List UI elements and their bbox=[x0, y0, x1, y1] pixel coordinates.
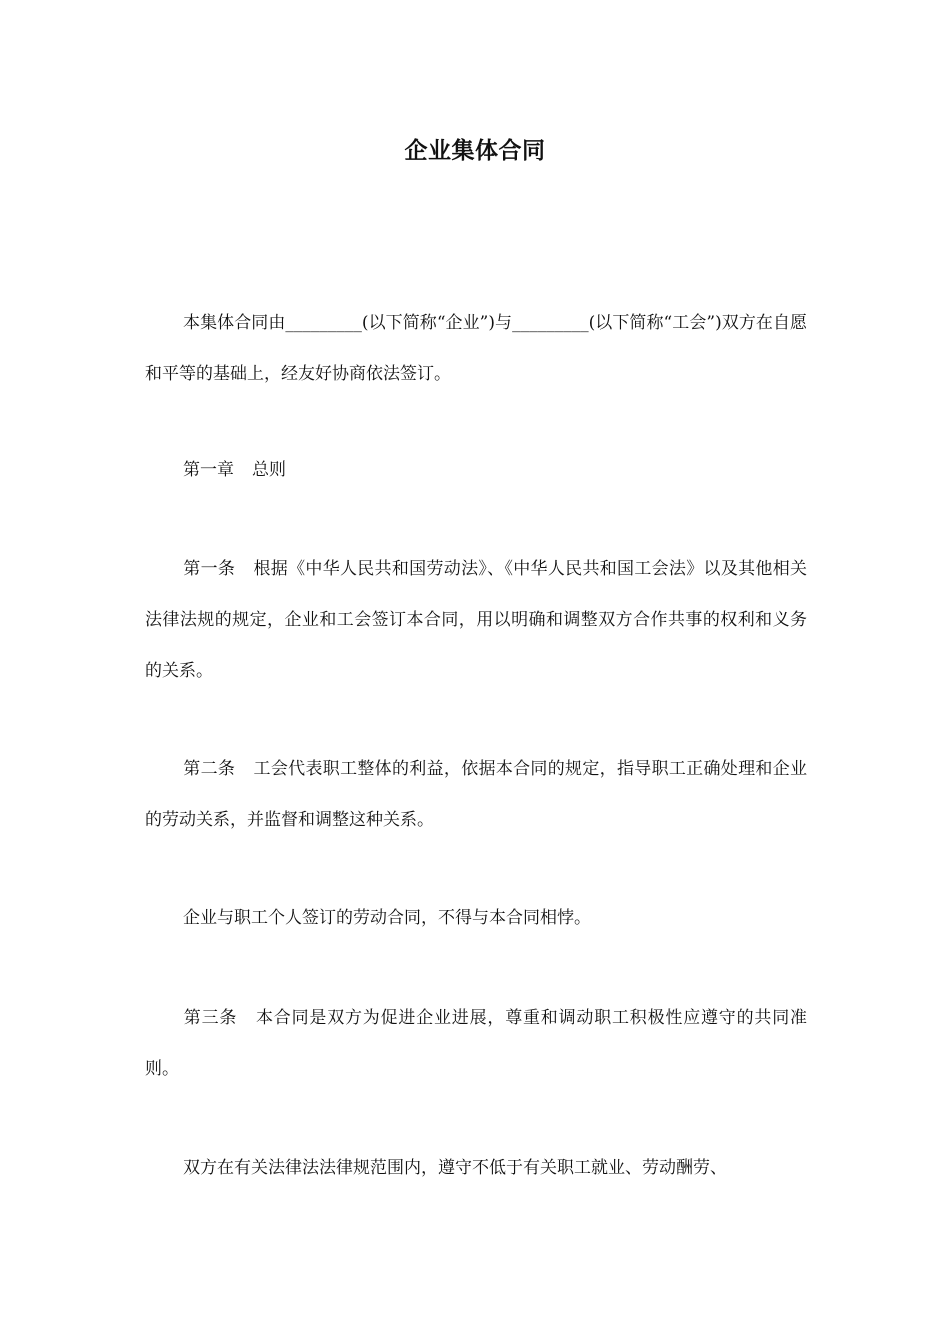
article-3-second-paragraph bbox=[145, 1143, 807, 1194]
chapter-heading bbox=[145, 445, 807, 496]
intro-paragraph bbox=[145, 298, 807, 400]
chapter-label: 第一章 bbox=[183, 460, 234, 480]
article-3-second-text: 双方在有关法律法法律规范围内，遵守不低于有关职工就业、劳动酬劳、 bbox=[183, 1158, 727, 1178]
article-3-paragraph bbox=[145, 993, 807, 1095]
article-2-label: 第二条 bbox=[183, 759, 236, 779]
article-1-text: 根据《中华人民共和国劳动法》、《中华人民共和国工会法》以及其他相关法律法规的规定，企业和工会签订本合同，用以明确和调整双方合作共事的权利和义务的关系。 bbox=[145, 559, 808, 681]
article-2-second-paragraph bbox=[145, 893, 807, 944]
article-1-paragraph bbox=[145, 544, 807, 697]
article-3-text: 本合同是双方为促进企业进展，尊重和调动职工积极性应遵守的共同准则。 bbox=[145, 1008, 808, 1079]
article-2-text: 工会代表职工整体的利益，依据本合同的规定，指导职工正确处理和企业的劳动关系，并监督和调整这种关系。 bbox=[145, 759, 808, 830]
chapter-title: 总则 bbox=[252, 460, 286, 480]
intro-text: 本集体合同由_________(以下简称“企业”)与_________(以下简称“工会”)双方在自愿和平等的基础上，经友好协商依法签订。 bbox=[145, 313, 807, 384]
article-1-label: 第一条 bbox=[183, 559, 236, 579]
article-2-second-text: 企业与职工个人签订的劳动合同，不得与本合同相悖。 bbox=[183, 908, 591, 928]
document-title: 企业集体合同 bbox=[404, 138, 546, 164]
article-3-label: 第三条 bbox=[183, 1008, 238, 1028]
article-2-paragraph bbox=[145, 744, 807, 846]
